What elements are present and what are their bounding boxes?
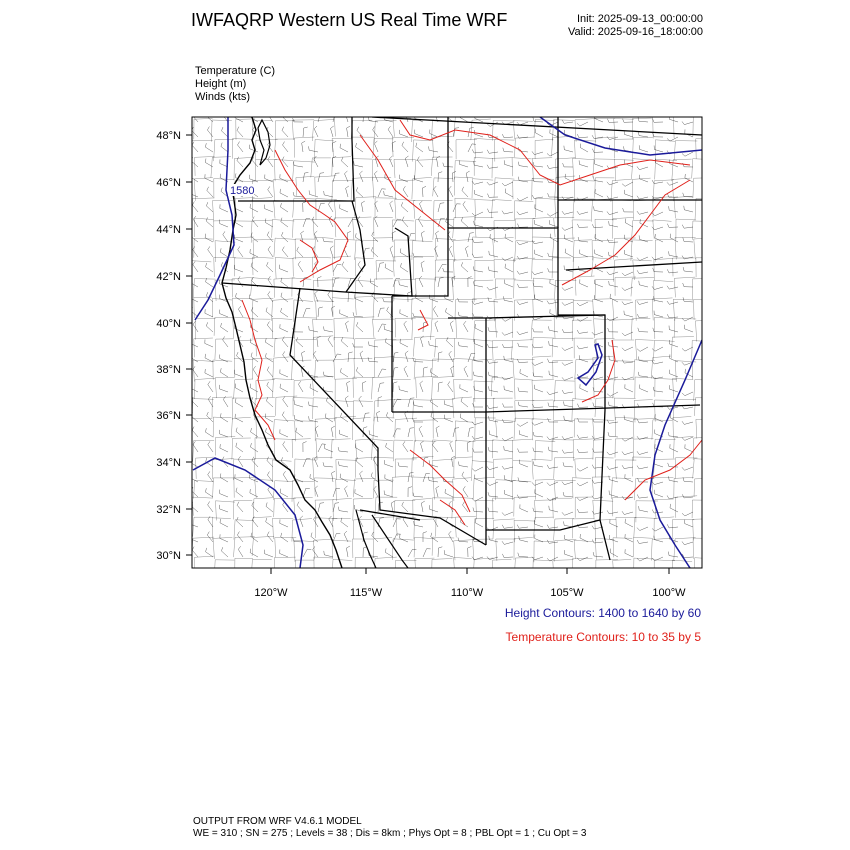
wind-barbs	[190, 111, 694, 561]
lat-tick-label: 40°N	[156, 318, 181, 330]
lon-tick-label: 105°W	[550, 587, 584, 599]
map-frame	[192, 117, 702, 568]
init-time: Init: 2025-09-13_00:00:00	[577, 13, 703, 25]
lon-tick-label: 120°W	[254, 587, 288, 599]
county-lines	[191, 116, 718, 582]
lon-tick-label: 100°W	[652, 587, 686, 599]
lat-tick-label: 30°N	[156, 550, 181, 562]
lat-tick-label: 48°N	[156, 130, 181, 142]
footer-model: OUTPUT FROM WRF V4.6.1 MODEL	[193, 816, 362, 827]
height-contour-legend: Height Contours: 1400 to 1640 by 60	[504, 606, 701, 620]
lat-ticks	[156, 130, 192, 562]
contour-label: 1580	[230, 185, 255, 197]
lat-tick-label: 38°N	[156, 364, 181, 376]
lat-tick-label: 44°N	[156, 224, 181, 236]
temperature-contour-legend: Temperature Contours: 10 to 35 by 5	[505, 630, 701, 644]
lat-tick-label: 36°N	[156, 410, 181, 422]
lat-tick-label: 32°N	[156, 504, 181, 516]
lat-tick-label: 42°N	[156, 271, 181, 283]
map-area	[190, 111, 718, 582]
lon-tick-label: 115°W	[349, 587, 383, 599]
variable-temperature: Temperature (C)	[195, 65, 276, 77]
lon-tick-label: 110°W	[450, 587, 484, 599]
lat-tick-label: 34°N	[156, 457, 181, 469]
lat-tick-label: 46°N	[156, 177, 181, 189]
footer-config: WE = 310 ; SN = 275 ; Levels = 38 ; Dis = 8km ; Phys Opt = 8 ; PBL Opt = 1 ; Cu Opt = 3	[193, 828, 587, 839]
lon-ticks	[254, 568, 686, 599]
plot-title: IWFAQRP Western US Real Time WRF	[191, 10, 508, 30]
valid-time: Valid: 2025-09-16_18:00:00	[568, 26, 703, 38]
puget-sound	[258, 120, 270, 165]
variable-height: Height (m)	[195, 78, 247, 90]
gulf-coast	[356, 510, 408, 568]
variable-winds: Winds (kts)	[195, 91, 250, 103]
